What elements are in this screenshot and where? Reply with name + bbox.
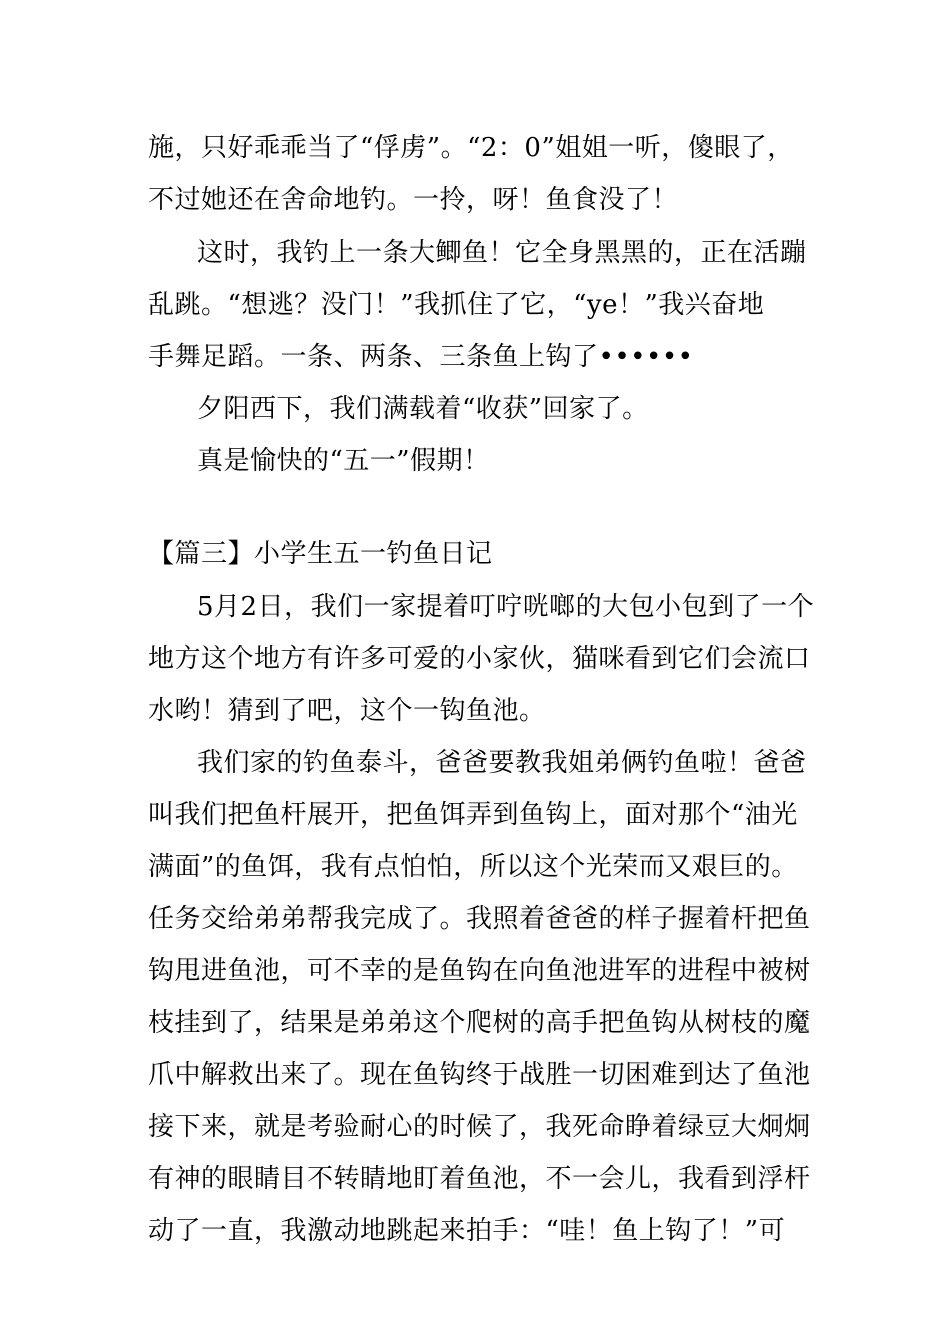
text-line: 有神的眼睛目不转睛地盯着鱼池，不一会儿，我看到浮杆 — [148, 1164, 811, 1194]
text-line: 施，只好乖乖当了“俘虏”。“2：0”姐姐一听，傻眼了， — [148, 133, 794, 163]
text-line: 动了一直，我激动地跳起来拍手：“哇！鱼上钩了！”可 — [148, 1216, 786, 1246]
text-line: 真是愉快的“五一”假期！ — [197, 446, 490, 476]
text-line: 满面”的鱼饵，我有点怕怕，所以这个光荣而又艰巨的。 — [148, 852, 798, 882]
text-line: 这时，我钓上一条大鲫鱼！它全身黑黑的，正在活蹦 — [197, 238, 807, 268]
text-line: 任务交给弟弟帮我完成了。我照着爸爸的样子握着杆把鱼 — [148, 904, 811, 934]
text-line: 乱跳。“想逃？没门！”我抓住了它，“ye！”我兴奋地 — [148, 290, 765, 320]
text-line: 手舞足蹈。一条、两条、三条鱼上钩了•••••• — [148, 342, 694, 372]
section-heading: 【篇三】小学生五一钓鱼日记 — [148, 539, 493, 569]
text-line: 接下来，就是考验耐心的时候了，我死命睁着绿豆大炯炯 — [148, 1112, 811, 1142]
text-line: 夕阳西下，我们满载着“收获”回家了。 — [197, 394, 649, 424]
text-line: 5月2日，我们一家提着叮咛咣啷的大包小包到了一个 — [197, 592, 815, 622]
text-line: 钩甩进鱼池，可不幸的是鱼钩在向鱼池进军的进程中被树 — [148, 956, 811, 986]
text-line: 地方这个地方有许多可爱的小家伙，猫咪看到它们会流口 — [148, 644, 811, 674]
text-line: 爪中解救出来了。现在鱼钩终于战胜一切困难到达了鱼池 — [148, 1060, 811, 1090]
text-line: 水哟！猜到了吧，这个一钩鱼池。 — [148, 696, 546, 726]
text-line: 我们家的钓鱼泰斗，爸爸要教我姐弟俩钓鱼啦！爸爸 — [197, 748, 807, 778]
text-line: 枝挂到了，结果是弟弟这个爬树的高手把鱼钩从树枝的魔 — [148, 1008, 811, 1038]
text-line: 叫我们把鱼杆展开，把鱼饵弄到鱼钩上，面对那个“油光 — [148, 800, 798, 830]
text-line: 不过她还在舍命地钓。一拎，呀！鱼食没了！ — [148, 185, 679, 215]
